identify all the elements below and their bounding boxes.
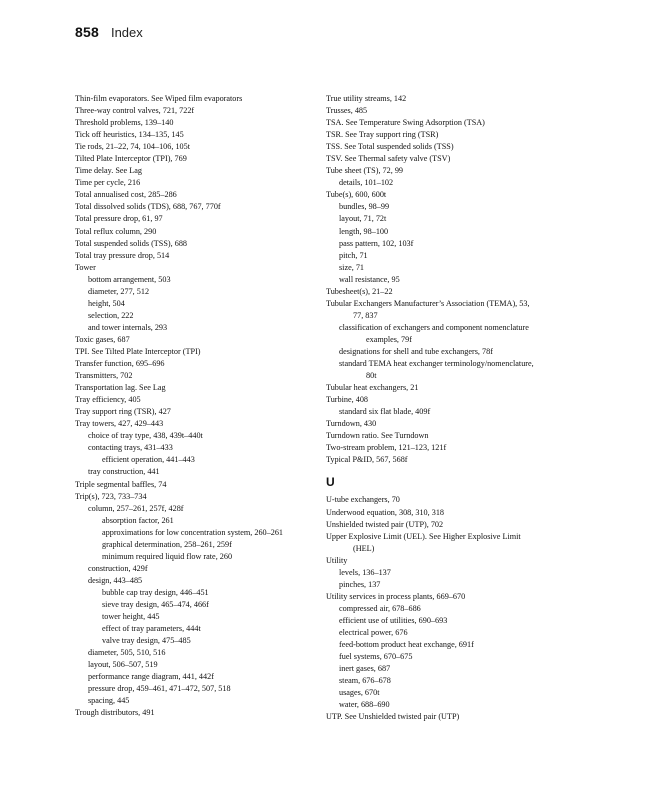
- index-entry: tower height, 445: [102, 612, 160, 622]
- index-entry: performance range diagram, 441, 442f: [88, 672, 214, 682]
- index-entry: absorption factor, 261: [102, 515, 174, 525]
- index-entry: Three-way control valves, 721, 722f: [75, 106, 195, 116]
- index-entry: spacing, 445: [88, 696, 130, 706]
- index-entry: tray construction, 441: [88, 467, 160, 477]
- index-entry: Trip(s), 723, 733–734: [75, 491, 147, 501]
- index-entry: True utility streams, 142: [326, 94, 407, 103]
- index-entry: feed-bottom product heat exchange, 691f: [339, 640, 474, 650]
- index-entry: layout, 506–507, 519: [88, 660, 158, 670]
- index-entry: Transfer function, 695–696: [75, 359, 165, 369]
- index-entry: classification of exchangers and component nomenclature: [339, 322, 529, 332]
- index-entry: length, 98–100: [339, 226, 389, 236]
- index-entry: designations for shell and tube exchangers, 78f: [339, 346, 493, 356]
- index-entry: Total tray pressure drop, 514: [75, 250, 170, 260]
- index-entry: Tick off heuristics, 134–135, 145: [75, 130, 184, 140]
- index-entry: approximations for low concentration system, 260–261: [102, 527, 284, 537]
- index-entry: design, 443–485: [88, 575, 143, 585]
- index-entry: TSV. See Thermal safety valve (TSV): [326, 154, 451, 164]
- section-title: Index: [110, 25, 143, 40]
- index-entry: Tower: [75, 262, 96, 272]
- index-entry: Utility: [326, 555, 348, 565]
- index-group-t: [326, 93, 586, 466]
- index-entry: 80t: [366, 371, 377, 381]
- index-entry: efficient use of utilities, 690–693: [339, 615, 448, 625]
- index-entry: Transportation lag. See Lag: [75, 383, 166, 393]
- index-entry: Tubular Exchangers Manufacturer’s Association (TEMA), 53,: [326, 298, 530, 308]
- index-entry: Total annualised cost, 285–286: [75, 190, 177, 200]
- index-entry: examples, 79f: [366, 334, 412, 344]
- index-section-letter: U: [326, 475, 335, 490]
- index-entry: U-tube exchangers, 70: [326, 495, 400, 505]
- index-entry: Tilted Plate Interceptor (TPI), 769: [75, 154, 187, 164]
- index-entry: compressed air, 678–686: [339, 603, 421, 613]
- index-entry: Time delay. See Lag: [75, 166, 142, 176]
- index-entry: Threshold problems, 139–140: [75, 118, 174, 128]
- index-entry: UTP. See Unshielded twisted pair (UTP): [326, 712, 460, 722]
- index-entry: Turndown, 430: [326, 419, 377, 429]
- index-entry: pass pattern, 102, 103f: [339, 238, 414, 248]
- index-entry: usages, 670t: [339, 688, 380, 698]
- index-entry: construction, 429f: [88, 563, 148, 573]
- index-entry: electrical power, 676: [339, 627, 408, 637]
- index-entry: Tube(s), 600, 600t: [326, 190, 387, 200]
- index-entry: Two-stream problem, 121–123, 121f: [326, 443, 447, 453]
- index-entry: Tie rods, 21–22, 74, 104–106, 105t: [75, 142, 191, 152]
- index-entry: Tube sheet (TS), 72, 99: [326, 166, 404, 176]
- index-entry: height, 504: [88, 298, 125, 308]
- index-entry: selection, 222: [88, 310, 134, 320]
- index-entry: TPI. See Tilted Plate Interceptor (TPI): [75, 346, 201, 356]
- index-entry: valve tray design, 475–485: [102, 636, 191, 646]
- index-entry: Total pressure drop, 61, 97: [75, 214, 163, 224]
- index-entry: Total suspended solids (TSS), 688: [75, 238, 188, 248]
- page-number: 858: [75, 24, 99, 40]
- index-entry: sieve tray design, 465–474, 466f: [102, 599, 209, 609]
- index-entry: Transmitters, 702: [75, 371, 133, 381]
- index-column-right: [326, 93, 586, 723]
- index-entry: Time per cycle, 216: [75, 178, 141, 188]
- index-entry: bundles, 98–99: [339, 202, 390, 212]
- index-entry: TSS. See Total suspended solids (TSS): [326, 142, 454, 152]
- index-entry: (HEL): [353, 543, 375, 553]
- index-entry: effect of tray parameters, 444t: [102, 624, 201, 634]
- index-entry: Typical P&ID, 567, 568f: [326, 455, 408, 465]
- index-entry: standard six flat blade, 409f: [339, 407, 431, 417]
- index-entry: pinches, 137: [339, 579, 381, 589]
- index-entry: Tubesheet(s), 21–22: [326, 286, 393, 296]
- index-entry: pressure drop, 459–461, 471–472, 507, 518: [88, 684, 231, 694]
- index-entry: inert gases, 687: [339, 664, 391, 674]
- index-entry: Turbine, 408: [326, 395, 369, 405]
- index-entry: bubble cap tray design, 446–451: [102, 587, 209, 597]
- index-entry: details, 101–102: [339, 178, 394, 188]
- index-entry: Triple segmental baffles, 74: [75, 479, 167, 489]
- index-entry: Utility services in process plants, 669–670: [326, 591, 466, 601]
- index-entry: steam, 676–678: [339, 676, 391, 686]
- index-entry: choice of tray type, 438, 439t–440t: [88, 431, 203, 441]
- index-entry: 77, 837: [353, 310, 378, 320]
- index-entry: pitch, 71: [339, 250, 368, 260]
- index-entry: graphical determination, 258–261, 259f: [102, 539, 232, 549]
- index-entry: Toxic gases, 687: [75, 334, 130, 344]
- index-entry: fuel systems, 670–675: [339, 652, 413, 662]
- page-header: [75, 24, 143, 40]
- index-entry: and tower internals, 293: [88, 322, 168, 332]
- index-entry: Tubular heat exchangers, 21: [326, 383, 419, 393]
- index-entry: diameter, 505, 510, 516: [88, 648, 166, 658]
- index-entry: Tray efficiency, 405: [75, 395, 141, 405]
- index-entry: efficient operation, 441–443: [102, 455, 195, 465]
- index-entry: column, 257–261, 257f, 428f: [88, 503, 184, 513]
- index-entry: Tray support ring (TSR), 427: [75, 407, 171, 417]
- index-entry: bottom arrangement, 503: [88, 274, 171, 284]
- index-column-left: [75, 93, 325, 719]
- index-entry: layout, 71, 72t: [339, 214, 387, 224]
- index-entry: TSR. See Tray support ring (TSR): [326, 130, 439, 140]
- index-entry: size, 71: [339, 262, 365, 272]
- index-group-u: [326, 494, 586, 723]
- index-entry: Thin-film evaporators. See Wiped film evaporators: [75, 94, 243, 103]
- index-entry: levels, 136–137: [339, 567, 391, 577]
- index-entry: wall resistance, 95: [339, 274, 400, 284]
- index-entry: contacting trays, 431–433: [88, 443, 173, 453]
- index-entry: Total reflux column, 290: [75, 226, 157, 236]
- index-entry: Trusses, 485: [326, 106, 368, 116]
- index-entry: Unshielded twisted pair (UTP), 702: [326, 519, 444, 529]
- index-entry: Trough distributors, 491: [75, 708, 155, 718]
- index-entry: Tray towers, 427, 429–443: [75, 419, 164, 429]
- index-entry: diameter, 277, 512: [88, 286, 150, 296]
- index-entry: Turndown ratio. See Turndown: [326, 431, 429, 441]
- index-entry: Upper Explosive Limit (UEL). See Higher Explosive Limit: [326, 531, 521, 541]
- index-entry: minimum required liquid flow rate, 260: [102, 551, 233, 561]
- index-entry: standard TEMA heat exchanger terminology/nomenclature,: [339, 359, 534, 369]
- index-entry: Total dissolved solids (TDS), 688, 767, 770f: [75, 202, 221, 212]
- index-entry: water, 688–690: [339, 700, 390, 710]
- index-entry: TSA. See Temperature Swing Adsorption (TSA): [326, 118, 485, 128]
- index-entry: Underwood equation, 308, 310, 318: [326, 507, 445, 517]
